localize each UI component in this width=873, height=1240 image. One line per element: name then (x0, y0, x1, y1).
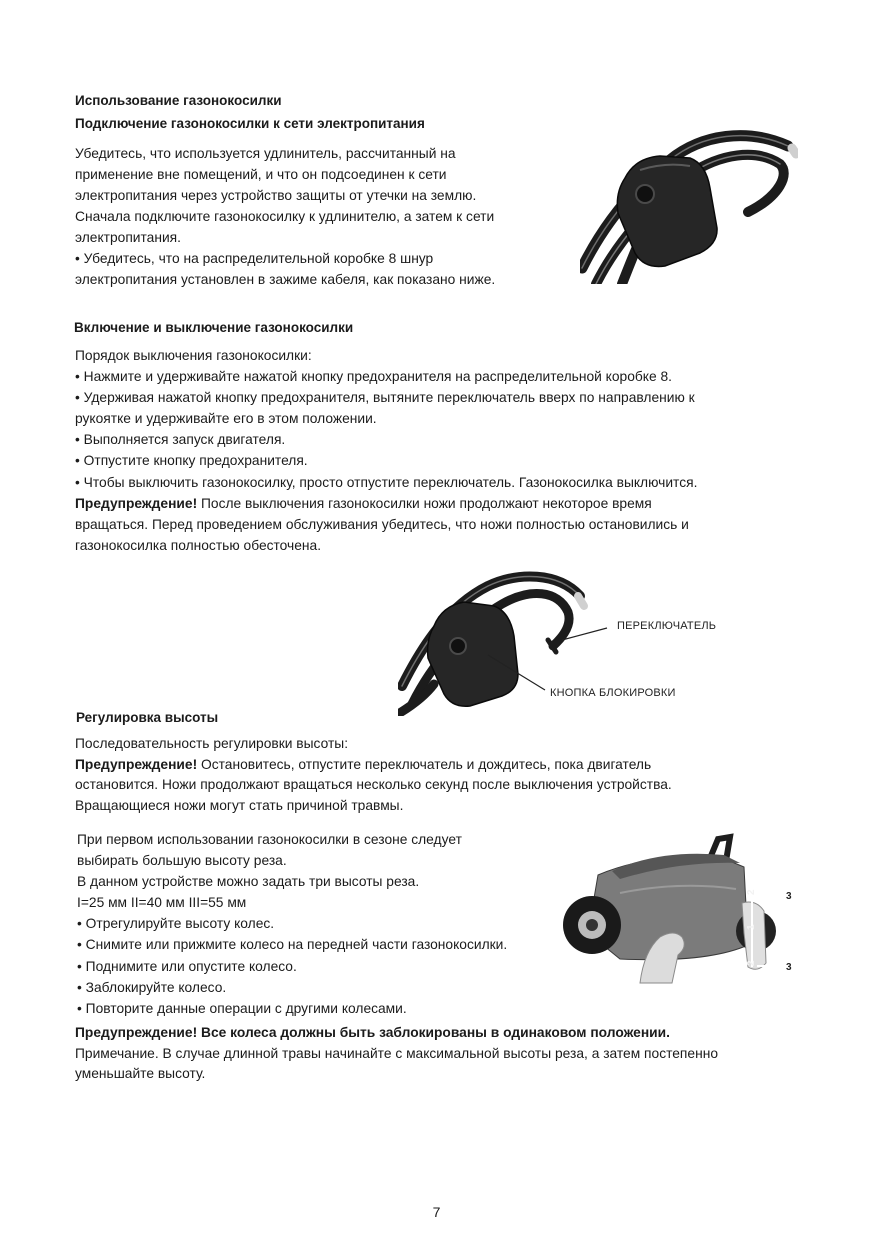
final-warning-paragraph (75, 1023, 718, 1085)
paragraph-line: Последовательность регулировки высоты: (75, 736, 349, 751)
connect-heading: Подключение газонокосилки к сети электропитания (75, 116, 425, 131)
switch-heading-block (74, 317, 353, 338)
warning-label: Предупреждение! (75, 756, 198, 772)
height-heading: Регулировка высоты (76, 710, 219, 725)
paragraph-line: вращаться. Перед проведением обслуживания убедитесь, что ножи полностью остановились и (75, 516, 689, 532)
height-mark: 3 (786, 962, 792, 973)
warning-text: После выключения газонокосилки ножи продолжают некоторое время (201, 495, 652, 511)
warning-label: Предупреждение! (75, 495, 198, 511)
wheel-height-figure (560, 833, 796, 988)
paragraph-line: Вращающиеся ножи могут стать причиной травмы. (75, 798, 404, 814)
bullet-line: • Заблокируйте колесо. (77, 979, 227, 995)
switch-paragraph (75, 345, 697, 556)
bullet-line: • Повторите данные операции с другими колесами. (77, 1000, 407, 1016)
bullet-line: • Удерживая нажатой кнопку предохранителя, вытяните переключатель вверх по направлению к (75, 390, 695, 406)
switch-heading: Включение и выключение газонокосилки (74, 320, 354, 335)
paragraph-line: электропитания. (75, 230, 181, 245)
height-values-line: I=25 мм II=40 мм III=55 мм (77, 895, 247, 911)
paragraph-line: газонокосилка полностью обесточена. (75, 537, 322, 553)
bullet-line: • Нажмите и удерживайте нажатой кнопку предохранителя на распределительной коробке 8. (75, 369, 672, 385)
switch-box (428, 602, 518, 706)
paragraph-line: применение вне помещений, и что он подсоединен к сети (75, 167, 447, 182)
paragraph-line: электропитания через устройство защиты от утечки на землю. (75, 188, 477, 203)
paragraph-line: В данном устройстве можно задать три высоты реза. (77, 874, 420, 890)
bullet-line: • Чтобы выключить газонокосилку, просто отпустите переключатель. Газонокосилка выключится. (75, 474, 698, 490)
height-steps (77, 829, 507, 1019)
note-line: уменьшайте высоту. (75, 1066, 206, 1082)
paragraph-line: Убедитесь, что используется удлинитель, рассчитанный на (75, 146, 456, 161)
bullet-line: • Снимите или прижмите колесо на передней части газонокосилки. (77, 937, 508, 953)
paragraph-line: Сначала подключите газонокосилку к удлинителю, а затем к сети (75, 209, 495, 224)
warning-line (75, 755, 672, 776)
warning-line (75, 493, 697, 514)
height-mark: 3 (786, 891, 792, 902)
bullet-line: • Отрегулируйте высоту колес. (77, 916, 275, 932)
note-line: Примечание. В случае длинной травы начинайте с максимальной высоты реза, а затем постепенно (75, 1045, 718, 1061)
height-intro-paragraph (75, 734, 672, 817)
usage-headings (75, 89, 425, 135)
section-title: Использование газонокосилки (75, 93, 282, 108)
connect-paragraph (75, 143, 495, 290)
height-mark: 2 (746, 960, 757, 966)
front-wheel (563, 896, 621, 954)
height-mark: 1 (746, 924, 757, 930)
handle-distribution-box-figure (580, 118, 798, 284)
bullet-line: • Поднимите или опустите колесо. (77, 958, 297, 974)
warning-text: Остановитесь, отпустите переключатель и дождитесь, пока двигатель (201, 756, 652, 772)
paragraph-line: При первом использовании газонокосилки в сезоне следует (77, 832, 462, 847)
paragraph-line: остановится. Ножи продолжают вращаться несколько секунд после выключения устройства. (75, 777, 672, 793)
paragraph-line: выбирать большую высоту реза. (77, 853, 287, 869)
paragraph-line: электропитания установлен в зажиме кабеля, как показано ниже. (75, 272, 496, 287)
bullet-line: • Выполняется запуск двигателя. (75, 432, 286, 448)
final-warning: Предупреждение! Все колеса должны быть заблокированы в одинаковом положении. (75, 1025, 670, 1040)
height-heading-block (76, 707, 218, 728)
paragraph-line: рукоятке и удерживайте его в этом положении. (75, 411, 377, 427)
safety-button-knob (636, 185, 654, 203)
lock-button-knob (450, 638, 466, 654)
switch-label: ПЕРЕКЛЮЧАТЕЛЬ (617, 620, 717, 632)
bullet-line: • Отпустите кнопку предохранителя. (75, 453, 308, 469)
height-mark: 2 (746, 889, 757, 895)
bullet-line: • Убедитесь, что на распределительной коробке 8 шнур (75, 251, 434, 266)
paragraph-line: Порядок выключения газонокосилки: (75, 348, 312, 363)
page-number: 7 (432, 1204, 441, 1220)
lock-button-label: КНОПКА БЛОКИРОВКИ (550, 687, 676, 699)
